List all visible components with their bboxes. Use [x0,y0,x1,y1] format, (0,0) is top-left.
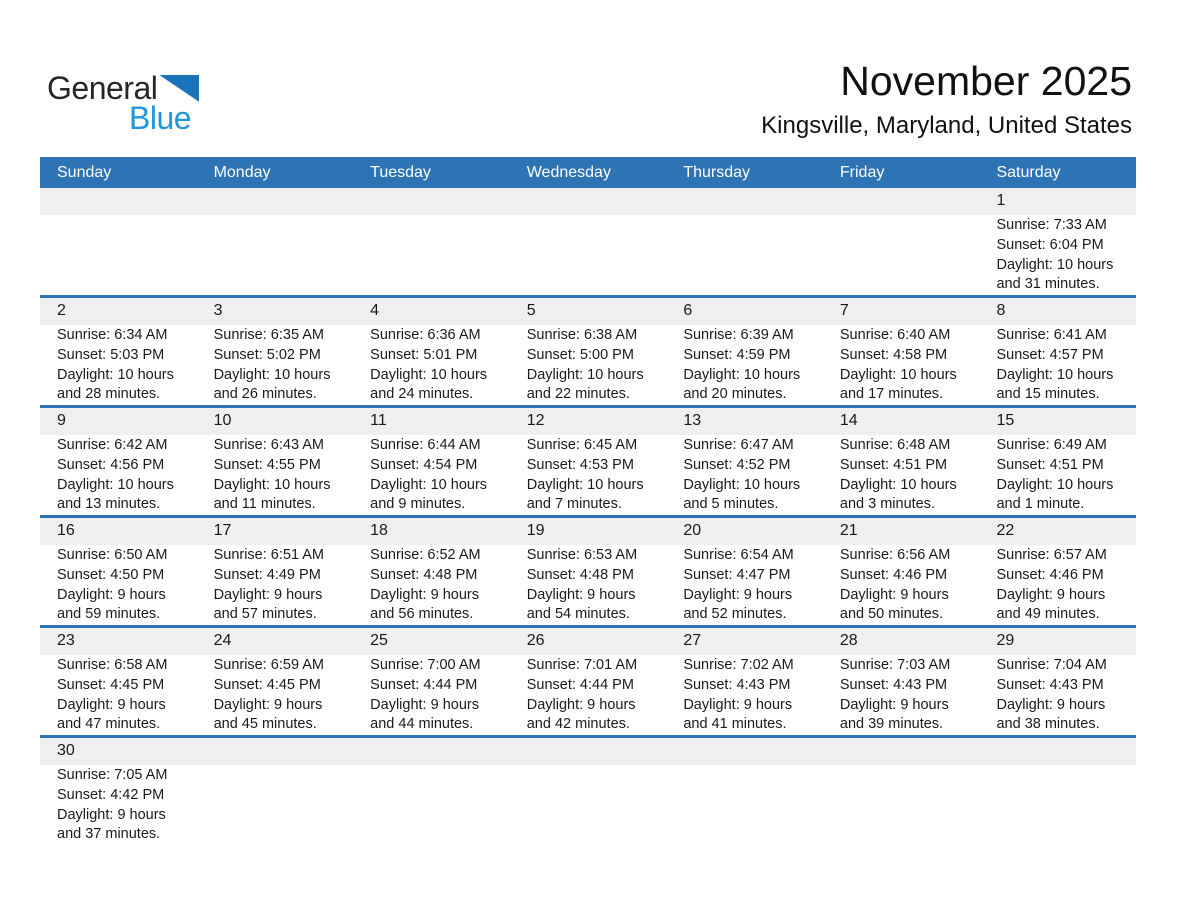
day-sunset: Sunset: 4:58 PM [839,346,948,363]
day-number-cell [40,298,197,325]
day-daylight-line1: Daylight: 10 hours [213,476,331,493]
day-daylight-line2: and 56 minutes. [370,606,474,623]
day-number: 6 [683,302,693,319]
empty-day-number-cell [197,738,354,765]
day-daylight-line1: Daylight: 9 hours [683,696,793,713]
day-number-cell [353,628,510,655]
day-sunset: Sunset: 4:49 PM [213,566,321,583]
day-detail-cell [510,545,667,625]
day-number: 20 [683,522,702,539]
empty-day-number-cell [40,188,197,215]
day-sunset: Sunset: 4:44 PM [526,676,634,693]
day-number: 14 [839,412,858,429]
day-daylight-line2: and 22 minutes. [526,386,630,403]
day-daylight-line1: Daylight: 10 hours [996,366,1114,383]
day-daylight-line2: and 37 minutes. [57,826,161,843]
day-detail-band [40,325,1136,405]
day-sunrise: Sunrise: 6:53 AM [526,547,638,563]
day-daylight-line2: and 44 minutes. [370,716,474,733]
day-detail-cell [40,655,197,735]
day-daylight-line1: Daylight: 9 hours [996,586,1106,603]
day-detail-band [40,435,1136,515]
day-number: 3 [213,302,223,319]
day-sunset: Sunset: 4:59 PM [683,346,791,363]
empty-day-number-cell [979,738,1136,765]
day-number: 29 [996,632,1015,649]
day-sunset: Sunset: 4:45 PM [57,676,165,693]
day-daylight-line1: Daylight: 10 hours [839,366,957,383]
calendar-week-row [40,625,1136,735]
day-number-cell [197,628,354,655]
calendar-table [40,157,1136,845]
day-number: 8 [996,302,1006,319]
weekday-header-friday: Friday [839,164,885,181]
day-number-cell [823,298,980,325]
day-daylight-line1: Daylight: 10 hours [683,366,801,383]
day-detail-band [40,655,1136,735]
day-detail-cell [510,435,667,515]
day-daylight-line2: and 49 minutes. [996,606,1100,623]
calendar-week-row [40,405,1136,515]
day-daylight-line1: Daylight: 10 hours [370,366,488,383]
day-daylight-line2: and 54 minutes. [526,606,630,623]
day-number: 30 [57,742,75,759]
day-daylight-line1: Daylight: 9 hours [57,696,166,713]
calendar-week-row [40,515,1136,625]
day-number-band [40,518,1136,545]
day-daylight-line1: Daylight: 10 hours [526,476,644,493]
day-daylight-line2: and 42 minutes. [526,716,630,733]
day-daylight-line1: Daylight: 9 hours [57,586,166,603]
day-detail-cell [353,325,510,405]
day-daylight-line2: and 41 minutes. [683,716,787,733]
day-detail-band [40,215,1136,295]
day-sunset: Sunset: 4:42 PM [57,786,165,803]
day-number: 25 [370,632,388,649]
empty-day-number-cell [823,738,980,765]
day-number-cell [353,518,510,545]
day-sunrise: Sunrise: 6:58 AM [57,657,168,673]
logo-triangle-icon [159,75,199,102]
empty-day-detail-cell [823,765,980,845]
day-daylight-line1: Daylight: 10 hours [57,366,174,383]
day-daylight-line2: and 15 minutes. [996,386,1100,403]
day-number: 9 [57,412,66,429]
day-daylight-line1: Daylight: 9 hours [57,806,166,823]
day-sunset: Sunset: 6:04 PM [996,236,1104,253]
day-detail-cell [510,325,667,405]
day-daylight-line2: and 45 minutes. [213,716,317,733]
day-daylight-line1: Daylight: 10 hours [526,366,644,383]
day-number-cell [979,188,1136,215]
day-daylight-line2: and 52 minutes. [683,606,787,623]
day-detail-cell [40,765,197,845]
empty-day-detail-cell [353,765,510,845]
day-sunrise: Sunrise: 6:49 AM [996,437,1107,453]
day-daylight-line1: Daylight: 9 hours [213,696,323,713]
day-number: 17 [213,522,232,539]
day-daylight-line1: Daylight: 10 hours [839,476,957,493]
day-sunset: Sunset: 4:48 PM [526,566,634,583]
day-number-cell [666,298,823,325]
day-sunset: Sunset: 4:47 PM [683,566,791,583]
day-sunrise: Sunrise: 6:50 AM [57,547,168,563]
day-daylight-line1: Daylight: 9 hours [370,696,479,713]
day-number: 15 [996,412,1015,429]
day-sunset: Sunset: 4:44 PM [370,676,478,693]
day-detail-cell [197,655,354,735]
day-daylight-line1: Daylight: 9 hours [683,586,793,603]
day-detail-cell [979,545,1136,625]
day-daylight-line1: Daylight: 9 hours [213,586,323,603]
calendar-week-row [40,295,1136,405]
day-sunrise: Sunrise: 6:38 AM [526,327,638,343]
day-daylight-line2: and 11 minutes. [213,496,316,513]
weekday-header-sunday: Sunday [57,164,112,181]
day-sunset: Sunset: 4:56 PM [57,456,165,473]
day-sunset: Sunset: 5:00 PM [526,346,634,363]
day-sunrise: Sunrise: 6:48 AM [839,437,951,453]
day-daylight-line2: and 20 minutes. [683,386,787,403]
empty-day-detail-cell [40,215,197,295]
page-subtitle: Kingsville, Maryland, United States [761,112,1132,139]
day-daylight-line1: Daylight: 9 hours [526,586,636,603]
day-sunrise: Sunrise: 6:36 AM [370,327,481,343]
day-number-cell [197,408,354,435]
empty-day-number-cell [823,188,980,215]
day-sunrise: Sunrise: 6:34 AM [57,327,168,343]
day-daylight-line1: Daylight: 9 hours [839,586,949,603]
day-sunset: Sunset: 4:55 PM [213,456,321,473]
day-detail-cell [979,215,1136,295]
day-daylight-line2: and 1 minute. [996,496,1085,513]
day-detail-cell [979,655,1136,735]
day-sunrise: Sunrise: 6:42 AM [57,437,168,453]
day-detail-cell [197,435,354,515]
day-daylight-line2: and 26 minutes. [213,386,317,403]
calendar-week-row [40,735,1136,845]
day-number: 22 [996,522,1015,539]
day-sunset: Sunset: 4:45 PM [213,676,321,693]
day-sunset: Sunset: 5:01 PM [370,346,478,363]
day-number-cell [666,408,823,435]
day-sunrise: Sunrise: 6:51 AM [213,547,324,563]
day-sunset: Sunset: 4:43 PM [996,676,1104,693]
day-daylight-line1: Daylight: 10 hours [57,476,174,493]
day-number-cell [979,628,1136,655]
day-daylight-line2: and 39 minutes. [839,716,944,733]
day-number: 2 [57,302,66,319]
day-detail-cell [823,435,980,515]
day-sunset: Sunset: 4:53 PM [526,456,634,473]
empty-day-number-cell [666,188,823,215]
day-detail-cell [510,655,667,735]
day-sunrise: Sunrise: 7:04 AM [996,657,1107,673]
day-number: 1 [996,192,1006,209]
empty-day-detail-cell [666,215,823,295]
day-detail-cell [353,435,510,515]
empty-day-detail-cell [510,215,667,295]
day-number: 16 [57,522,75,539]
day-number-cell [823,628,980,655]
day-number-cell [510,518,667,545]
empty-day-detail-cell [979,765,1136,845]
day-daylight-line2: and 59 minutes. [57,606,161,623]
day-daylight-line2: and 17 minutes. [839,386,944,403]
day-sunrise: Sunrise: 6:40 AM [839,327,951,343]
day-number: 24 [213,632,232,649]
day-daylight-line2: and 28 minutes. [57,386,161,403]
day-daylight-line2: and 38 minutes. [996,716,1100,733]
day-number-cell [666,518,823,545]
day-number-band [40,738,1136,765]
day-detail-cell [666,435,823,515]
day-daylight-line1: Daylight: 9 hours [526,696,636,713]
day-number-cell [197,298,354,325]
day-daylight-line2: and 57 minutes. [213,606,317,623]
day-detail-cell [40,325,197,405]
day-daylight-line1: Daylight: 10 hours [370,476,488,493]
day-number: 5 [526,302,536,319]
day-sunset: Sunset: 4:51 PM [839,456,948,473]
day-number-cell [197,518,354,545]
day-number-cell [510,408,667,435]
day-number: 28 [839,632,858,649]
day-number: 26 [526,632,545,649]
day-detail-cell [197,325,354,405]
weekday-header-row [40,157,1136,188]
day-detail-cell [353,655,510,735]
day-detail-cell [666,325,823,405]
day-number: 27 [683,632,702,649]
day-sunrise: Sunrise: 6:44 AM [370,437,481,453]
day-detail-cell [979,435,1136,515]
day-number: 7 [839,302,849,319]
day-number: 21 [839,522,858,539]
weekday-header-tuesday: Tuesday [370,164,431,181]
day-detail-cell [40,545,197,625]
day-number-cell [40,408,197,435]
day-sunrise: Sunrise: 6:35 AM [213,327,324,343]
day-sunrise: Sunrise: 6:59 AM [213,657,324,673]
day-sunrise: Sunrise: 6:47 AM [683,437,794,453]
day-number-cell [40,628,197,655]
day-sunset: Sunset: 4:46 PM [996,566,1104,583]
empty-day-number-cell [510,738,667,765]
day-sunrise: Sunrise: 6:57 AM [996,547,1107,563]
day-sunset: Sunset: 4:57 PM [996,346,1104,363]
day-sunset: Sunset: 5:03 PM [57,346,165,363]
day-sunrise: Sunrise: 6:41 AM [996,327,1107,343]
day-number-cell [823,518,980,545]
empty-day-number-cell [510,188,667,215]
logo-text-blue: Blue [129,100,192,136]
day-number-band [40,188,1136,215]
day-daylight-line1: Daylight: 10 hours [996,476,1114,493]
day-number-cell [40,738,197,765]
day-sunset: Sunset: 4:50 PM [57,566,165,583]
day-detail-cell [40,435,197,515]
day-daylight-line2: and 3 minutes. [839,496,936,513]
day-number-cell [979,408,1136,435]
day-daylight-line1: Daylight: 10 hours [213,366,331,383]
day-daylight-line1: Daylight: 10 hours [683,476,801,493]
calendar-week-row [40,188,1136,295]
day-sunrise: Sunrise: 7:03 AM [839,657,951,673]
day-daylight-line1: Daylight: 10 hours [996,256,1114,273]
empty-day-number-cell [197,188,354,215]
day-number-band [40,628,1136,655]
calendar-weeks [40,188,1136,845]
day-number-cell [353,408,510,435]
day-daylight-line2: and 31 minutes. [996,276,1100,293]
day-detail-cell [666,655,823,735]
weekday-header-monday: Monday [213,164,271,181]
day-number: 12 [526,412,545,429]
day-daylight-line1: Daylight: 9 hours [370,586,479,603]
day-detail-band [40,545,1136,625]
header-titles [761,57,1132,144]
day-sunrise: Sunrise: 6:39 AM [683,327,794,343]
day-sunrise: Sunrise: 7:02 AM [683,657,794,673]
day-daylight-line2: and 9 minutes. [370,496,466,513]
day-number: 23 [57,632,75,649]
empty-day-number-cell [666,738,823,765]
day-number-cell [510,628,667,655]
day-detail-cell [823,325,980,405]
day-daylight-line2: and 7 minutes. [526,496,622,513]
empty-day-detail-cell [197,765,354,845]
day-daylight-line2: and 47 minutes. [57,716,161,733]
weekday-header-wednesday: Wednesday [526,164,611,181]
day-sunset: Sunset: 4:48 PM [370,566,478,583]
day-detail-band [40,765,1136,845]
day-detail-cell [666,545,823,625]
empty-day-detail-cell [353,215,510,295]
empty-day-number-cell [353,738,510,765]
day-daylight-line1: Daylight: 9 hours [996,696,1106,713]
day-daylight-line2: and 13 minutes. [57,496,161,513]
day-number-cell [979,518,1136,545]
day-detail-cell [823,545,980,625]
page-title: November 2025 [840,58,1132,104]
day-sunrise: Sunrise: 6:43 AM [213,437,324,453]
day-number-band [40,298,1136,325]
day-detail-cell [979,325,1136,405]
day-daylight-line2: and 5 minutes. [683,496,779,513]
day-number-cell [823,408,980,435]
empty-day-detail-cell [510,765,667,845]
day-number: 10 [213,412,232,429]
day-daylight-line2: and 50 minutes. [839,606,944,623]
day-sunrise: Sunrise: 7:00 AM [370,657,481,673]
weekday-header-thursday: Thursday [683,164,751,181]
day-sunset: Sunset: 4:43 PM [839,676,948,693]
day-sunrise: Sunrise: 6:56 AM [839,547,951,563]
day-sunrise: Sunrise: 7:33 AM [996,217,1107,233]
day-daylight-line2: and 24 minutes. [370,386,474,403]
day-number-cell [979,298,1136,325]
day-detail-cell [823,655,980,735]
day-sunset: Sunset: 4:52 PM [683,456,791,473]
day-number-band [40,408,1136,435]
day-sunrise: Sunrise: 7:01 AM [526,657,638,673]
day-sunset: Sunset: 4:51 PM [996,456,1104,473]
day-daylight-line1: Daylight: 9 hours [839,696,949,713]
day-number-cell [666,628,823,655]
day-detail-cell [353,545,510,625]
day-number: 11 [370,412,387,429]
day-sunset: Sunset: 4:46 PM [839,566,948,583]
day-sunset: Sunset: 4:54 PM [370,456,478,473]
day-sunset: Sunset: 4:43 PM [683,676,791,693]
empty-day-detail-cell [666,765,823,845]
weekday-header-saturday: Saturday [996,164,1061,181]
day-number-cell [40,518,197,545]
empty-day-number-cell [353,188,510,215]
logo-text-general: General [47,70,158,106]
day-sunset: Sunset: 5:02 PM [213,346,321,363]
day-number: 19 [526,522,545,539]
day-sunrise: Sunrise: 7:05 AM [57,767,168,783]
day-number: 18 [370,522,388,539]
day-number: 13 [683,412,702,429]
day-number-cell [510,298,667,325]
day-sunrise: Sunrise: 6:54 AM [683,547,794,563]
day-sunrise: Sunrise: 6:52 AM [370,547,481,563]
day-number-cell [353,298,510,325]
empty-day-detail-cell [197,215,354,295]
day-number: 4 [370,302,380,319]
day-detail-cell [197,545,354,625]
empty-day-detail-cell [823,215,980,295]
day-sunrise: Sunrise: 6:45 AM [526,437,638,453]
general-blue-logo [47,70,247,136]
